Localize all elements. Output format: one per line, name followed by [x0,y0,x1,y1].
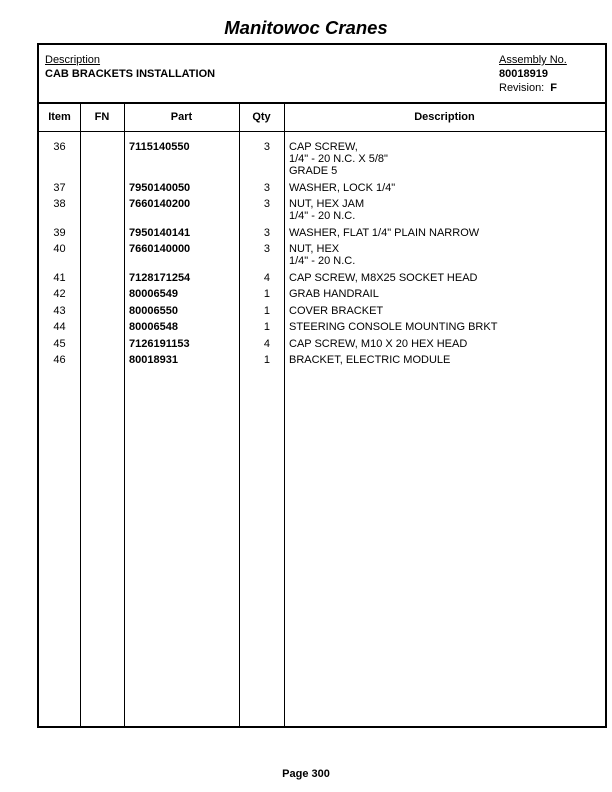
item-cell: 46 [53,354,66,366]
column-header-fn: FN [94,111,110,123]
qty-cell: 4 [263,272,270,284]
part-cell: 80006548 [129,321,178,333]
qty-cell: 1 [263,305,270,317]
qty-cell: 3 [263,198,270,210]
item-cell: 44 [53,321,66,333]
qty-cell: 3 [263,182,270,194]
item-cell: 37 [53,182,66,194]
description-cell: WASHER, FLAT 1/4" PLAIN NARROW [289,227,480,239]
description-cell: WASHER, LOCK 1/4" [289,182,396,194]
part-cell: 7950140050 [129,182,191,194]
page-number: Page 300 [282,768,330,780]
description-cell: STEERING CONSOLE MOUNTING BRKT [289,321,498,333]
item-cell: 41 [53,272,66,284]
qty-cell: 1 [263,288,270,300]
item-cell: 38 [53,198,66,210]
revision-value: F [550,82,557,94]
item-cell: 45 [53,338,66,350]
part-cell: 80006549 [129,288,178,300]
qty-cell: 1 [263,354,270,366]
description-label: Description [45,54,101,66]
qty-cell: 4 [263,338,270,350]
column-divider-fn [80,102,81,726]
description-cell: BRACKET, ELECTRIC MODULE [289,354,451,366]
part-cell: 7115140550 [129,141,190,153]
parts-list-frame [37,43,607,728]
revision-label: Revision: [499,82,545,94]
assembly-number-label: Assembly No. [499,54,567,66]
qty-cell: 3 [263,141,270,153]
item-cell: 43 [53,305,66,317]
assembly-number: 80018919 [499,68,548,80]
description-cell: NUT, HEX JAM 1/4" - 20 N.C. [289,198,365,222]
part-cell: 80006550 [129,305,178,317]
qty-cell: 1 [263,321,270,333]
column-divider-qty [239,102,240,726]
column-header-description: Description [414,111,475,123]
description-cell: CAP SCREW, M8X25 SOCKET HEAD [289,272,478,284]
revision [499,82,557,94]
column-header-qty: Qty [252,111,271,123]
part-cell: 7950140141 [129,227,191,239]
description-cell: CAP SCREW, M10 X 20 HEX HEAD [289,338,468,350]
column-divider-description [284,102,285,726]
item-cell: 40 [53,243,66,255]
column-header-part: Part [170,111,193,123]
part-cell: 7660140200 [129,198,191,210]
column-header-item: Item [48,111,71,123]
description-cell: COVER BRACKET [289,305,384,317]
company-title: Manitowoc Cranes [224,17,388,38]
part-cell: 7126191153 [129,338,190,350]
assembly-description: CAB BRACKETS INSTALLATION [45,68,216,80]
part-cell: 80018931 [129,354,178,366]
item-cell: 39 [53,227,66,239]
description-cell: NUT, HEX 1/4" - 20 N.C. [289,243,356,267]
qty-cell: 3 [263,227,270,239]
part-cell: 7660140000 [129,243,191,255]
qty-cell: 3 [263,243,270,255]
item-cell: 36 [53,141,66,153]
part-cell: 7128171254 [129,272,191,284]
column-divider-part [124,102,125,726]
item-cell: 42 [53,288,66,300]
description-cell: GRAB HANDRAIL [289,288,379,300]
description-cell: CAP SCREW, 1/4" - 20 N.C. X 5/8" GRADE 5 [289,141,388,177]
